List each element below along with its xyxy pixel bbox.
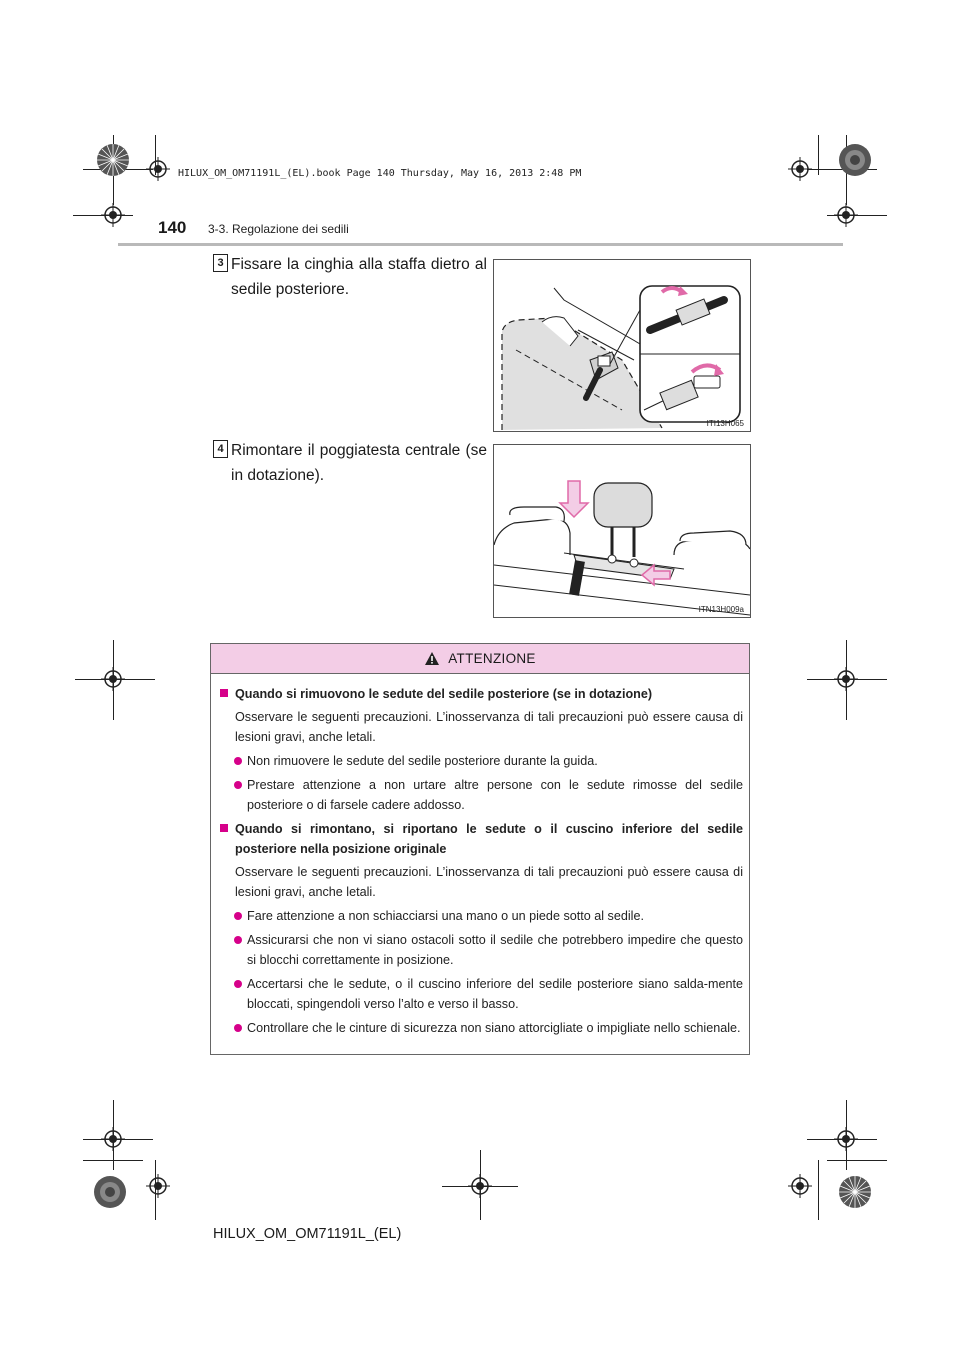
crop-mark xyxy=(818,135,819,175)
warning-bullet xyxy=(217,930,743,970)
figure-code: ITI13H065 xyxy=(706,419,744,428)
registration-mark-icon xyxy=(101,203,125,227)
warning-intro: Osservare le seguenti precauzioni. L’inosservanza di tali precauzioni può essere causa di lesioni gravi, anche letali. xyxy=(235,865,743,899)
round-bullet-icon xyxy=(234,1024,242,1032)
round-bullet-icon xyxy=(234,936,242,944)
round-bullet-icon xyxy=(234,980,242,988)
warning-bullet xyxy=(217,974,743,1014)
registration-mark-icon xyxy=(146,1174,170,1198)
warning-bullet xyxy=(217,775,743,815)
step-instruction: Rimontare il poggiatesta centrale (se in dotazione). xyxy=(231,442,487,484)
registration-mark-icon xyxy=(788,1174,812,1198)
page-number: 140 xyxy=(158,218,187,237)
illustration-headrest xyxy=(493,444,751,618)
bullet-text: Prestare attenzione a non urtare altre persone con le sedute rimosse del sedile posteriore o di farsele cadere addosso. xyxy=(247,778,743,812)
registration-mark-icon xyxy=(788,157,812,181)
section-heading-text: Quando si rimontano, si riportano le sedute o il cuscino inferiore del sedile posteriore nella posizione originale xyxy=(235,822,743,856)
step-number-badge: 4 xyxy=(213,440,228,458)
print-job-line: HILUX_OM_OM71191L_(EL).book Page 140 Thursday, May 16, 2013 2:48 PM xyxy=(178,168,582,179)
warning-body xyxy=(211,674,749,1038)
color-target-icon xyxy=(93,1175,127,1209)
registration-mark-icon xyxy=(101,667,125,691)
header-divider xyxy=(118,243,843,246)
warning-intro: Osservare le seguenti precauzioni. L’inosservanza di tali precauzioni può essere causa di lesioni gravi, anche letali. xyxy=(235,710,743,744)
bullet-text: Assicurarsi che non vi siano ostacoli sotto il sedile che potrebbero impedire che questo si blocchi correttamente in posizione. xyxy=(247,933,743,967)
square-bullet-icon xyxy=(220,689,228,697)
color-target-icon xyxy=(838,1175,872,1209)
bullet-text: Accertarsi che le sedute, o il cuscino inferiore del sedile posteriore siano salda-mente bloccati, spingendoli verso l’alto e verso il basso. xyxy=(247,977,743,1011)
square-bullet-icon xyxy=(220,824,228,832)
step-number-badge: 3 xyxy=(213,254,228,272)
crop-mark xyxy=(83,1160,143,1161)
color-target-icon xyxy=(838,143,872,177)
round-bullet-icon xyxy=(234,757,242,765)
crop-mark xyxy=(818,1160,819,1220)
registration-mark-icon xyxy=(834,1127,858,1151)
warning-section-title xyxy=(217,819,743,859)
section-title: 3-3. Regolazione dei sedili xyxy=(208,222,349,236)
manual-code-footer: HILUX_OM_OM71191L_(EL) xyxy=(213,1226,402,1242)
color-target-icon xyxy=(96,143,130,177)
figure-code: ITN13H009a xyxy=(698,605,744,614)
section-heading-text: Quando si rimuovono le sedute del sedile posteriore (se in dotazione) xyxy=(235,687,653,701)
round-bullet-icon xyxy=(234,781,242,789)
warning-section-title xyxy=(217,684,743,704)
warning-triangle-icon xyxy=(424,651,440,666)
bullet-text: Non rimuovere le sedute del sedile posteriore durante la guida. xyxy=(247,754,598,768)
registration-mark-icon xyxy=(146,157,170,181)
registration-mark-icon xyxy=(101,1127,125,1151)
illustration-strap-bracket xyxy=(493,259,751,432)
warning-header xyxy=(211,644,749,674)
crop-mark xyxy=(827,1160,887,1161)
registration-mark-icon xyxy=(834,667,858,691)
registration-mark-icon xyxy=(834,203,858,227)
step-instruction: Fissare la cinghia alla staffa dietro al sedile posteriore. xyxy=(231,256,487,298)
bullet-text: Controllare che le cinture di sicurezza non siano attorcigliate o impigliate nello schienale. xyxy=(247,1021,741,1035)
round-bullet-icon xyxy=(234,912,242,920)
warning-bullet xyxy=(217,751,743,771)
warning-bullet xyxy=(217,1018,743,1038)
warning-box xyxy=(210,643,750,1055)
registration-mark-icon xyxy=(468,1174,492,1198)
bullet-text: Fare attenzione a non schiacciarsi una mano o un piede sotto al sedile. xyxy=(247,909,644,923)
warning-title: ATTENZIONE xyxy=(448,651,536,666)
warning-bullet xyxy=(217,906,743,926)
